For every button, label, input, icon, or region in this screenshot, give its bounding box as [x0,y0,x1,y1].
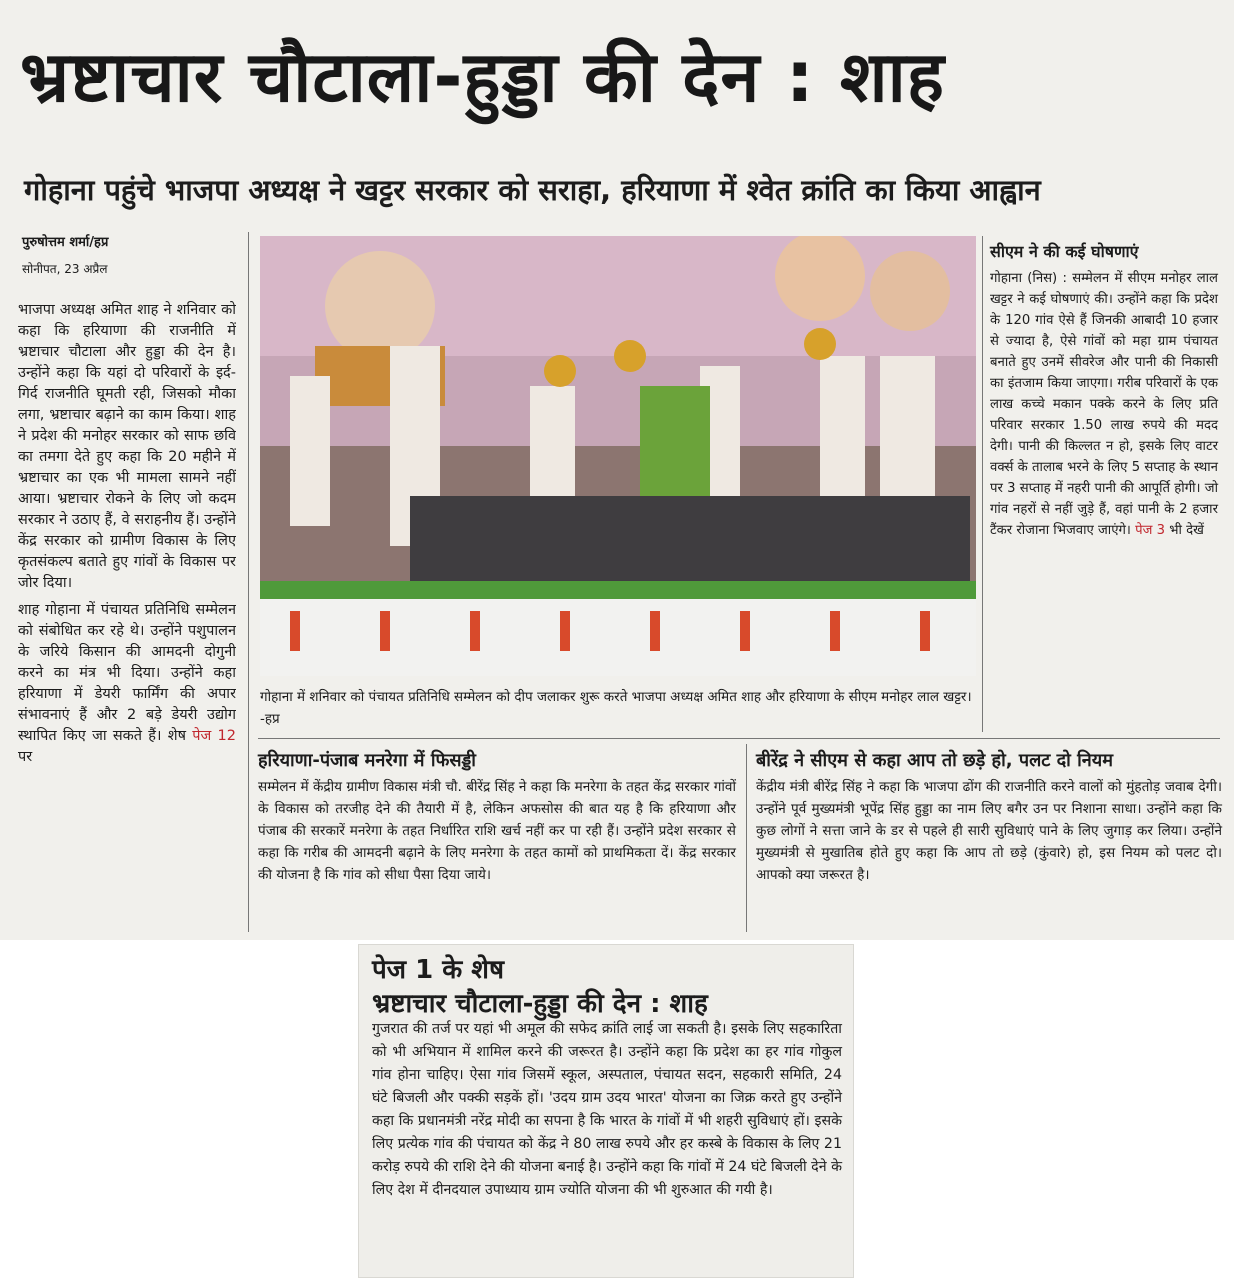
article-paragraph-text: शाह गोहाना में पंचायत प्रतिनिधि सम्मेलन को संबोधित कर रहे थे। उन्होंने पशुपालन के जरिये किसान की आमदनी दोगुनी करने का मंत्र भी दिया। उन्होंने कहा हरियाणा में डेयरी फार्मिंग की अपार संभावनाएं हैं और 2 बड़े डेयरी उद्योग स्थापित किए जा सकते हैं। शेष [18,602,236,744]
box-mnrega [258,748,736,886]
sidebar-body [990,268,1218,541]
box-mnrega-title: हरियाणा-पंजाब मनरेगा में फिसड्डी [258,750,476,771]
sidebar-ref-suffix: भी देखें [1169,523,1204,538]
continuation-body: गुजरात की तर्ज पर यहां भी अमूल की सफेद क्रांति लाई जा सकती है। इसके लिए सहकारिता को भी अभियान में शामिल करने की जरूरत है। उन्होंने कहा कि प्रदेश का हर गांव गोकुल गांव होना चाहिए। ऐसा गांव जिसमें स्कूल, अस्पताल, पंचायत सदन, सहकारी समिति, 24 घंटे बिजली और पक्की सड़कें हों। 'उदय ग्राम उदय भारत' योजना का जिक्र करते हुए उन्होंने कहा कि प्रधानमंत्री नरेंद्र मोदी का सपना है कि भारत के गांवों में भी शहरी सुविधाएं हों। इसके लिए प्रत्येक गांव की पंचायत को केंद्र ने 80 लाख रुपये और हर कस्बे के विकास के लिए 21 करोड़ रुपये की राशि देने की योजना बनाई है। उन्होंने कहा कि गांवों में 24 घंटे बिजली देने के लिए देश में दीनदयाल उपाध्याय ग्राम ज्योति योजना की भी शुरुआत की गयी है। [372,1021,842,1198]
box-divider [746,744,747,932]
sidebar-divider [982,236,983,732]
dateline: सोनीपत, 23 अप्रैल [22,262,108,276]
box-mnrega-body: सम्मेलन में केंद्रीय ग्रामीण विकास मंत्री चौ. बीरेंद्र सिंह ने कहा कि मनरेगा के तहत केंद्र सरकार गांवों के विकास को तरजीह देने की तैयारी में है, लेकिन अफसोस की बात यह है कि हरियाणा और पंजाब की सरकारें मनरेगा के तहत निर्धारित राशि खर्च नहीं कर पा रही हैं। उन्होंने प्रदेश सरकार से कहा कि गरीब की आमदनी बढ़ाने के लिए मनरेगा के तहत कामों को प्राथमिकता दें। केंद्र सरकार की योजना है कि गांव को सीधा पैसा दिया जाये। [258,779,736,883]
photo-caption: गोहाना में शनिवार को पंचायत प्रतिनिधि सम्मेलन को दीप जलाकर शुरू करते भाजपा अध्यक्ष अमित शाह और हरियाणा के सीएम मनोहर लाल खट्टर। -हप्र [260,689,972,727]
box-birender [756,748,1222,886]
event-photo [260,236,976,676]
article-column-left [18,300,236,932]
article-paragraph: भाजपा अध्यक्ष अमित शाह ने शनिवार को कहा कि हरियाणा की राजनीति में भ्रष्टाचार चौटाला और हुड्डा की देन है। उन्होंने कहा कि यहां दो परिवारों के इर्द-गिर्द राजनीति घूमती रही, जिसको मौका लगा, भ्रष्टाचार बढ़ाने का काम किया। शाह ने प्रदेश की मनोहर सरकार को साफ छवि का तमगा देते हुए कहा कि 20 महीने में भ्रष्टाचार का एक भी मामला सामने नहीं आया। भ्रष्टाचार रोकने के लिए जो कदम सरकार ने उठाए हैं, वे सराहनीय हैं। उन्होंने केंद्र सरकार को ग्रामीण विकास के लिए कृतसंकल्प बताते हुए गांवों के विकास पर जोर दिया। [18,302,236,591]
horizontal-divider [258,738,1220,739]
subheadline: गोहाना पहुंचे भाजपा अध्यक्ष ने खट्टर सरकार को सराहा, हरियाणा में श्वेत क्रांति का किया आह्वान [24,173,1041,207]
continuation-title: भ्रष्टाचार चौटाला-हुड्डा की देन : शाह [372,989,708,1019]
sidebar-text: गोहाना (निस) : सम्मेलन में सीएम मनोहर लाल खट्टर ने कई घोषणाएं की। उन्होंने कहा कि प्रदेश के 120 गांव ऐसे हैं जिनकी आबादी 10 हजार से ज्यादा है, ऐसे गांवों को महा ग्राम पंचायत बनाते हुए उनमें सीवरेज और पानी की निकासी का इंतजाम किया जाएगा। गरीब परिवारों के एक लाख कच्चे मकान पक्के करने के लिए प्रति परिवार सरकार 1.50 लाख रुपये की मदद देगी। पानी की किल्लत न हो, इसके लिए वाटर वर्क्स के तालाब भरने के लिए 5 सप्ताह के स्थान पर 3 सप्ताह में नहरी पानी की आपूर्ति होगी। जो गांव नहरों से नहीं जुड़े हैं, वहां पानी के 2 हजार टैंकर रोजाना भिजवाए जाएंगे। [990,271,1218,538]
event-photo-illustration [260,236,976,676]
box-birender-title: बीरेंद्र ने सीएम से कहा आप तो छड़े हो, पलट दो नियम [756,750,1113,771]
continued-suffix: पर [18,749,33,765]
sidebar-page-ref: पेज 3 [1135,523,1165,538]
box-birender-body: केंद्रीय मंत्री बीरेंद्र सिंह ने कहा कि भाजपा ढोंग की राजनीति करने वालों को मुंहतोड़ जवाब देगी। उन्होंने पूर्व मुख्यमंत्री भूपेंद्र सिंह हुड्डा का नाम लिए बगैर उन पर निशाना साधा। उन्होंने कहा कि कुछ लोगों ने सत्ता जाने के डर से पहले ही सारी सुविधाएं पाने के लिए जुगाड़ कर लिया। उन्होंने मुख्यमंत्री से मुखातिब होते हुए कहा कि आप तो छड़े (कुंवारे) हो, इस नियम को पलट दो। आपको क्या जरूरत है। [756,779,1222,883]
article-paragraph [18,600,236,768]
headline: भ्रष्टाचार चौटाला-हुड्डा की देन : शाह [20,36,945,118]
continuation-header: पेज 1 के शेष [372,955,504,985]
byline: पुरुषोत्तम शर्मा/हप्र [22,235,109,250]
continued-page-ref: पेज 12 [192,728,236,744]
sidebar-cm-announcements [990,240,1218,730]
column-divider [248,232,249,932]
sidebar-title: सीएम ने की कई घोषणाएं [990,242,1139,261]
